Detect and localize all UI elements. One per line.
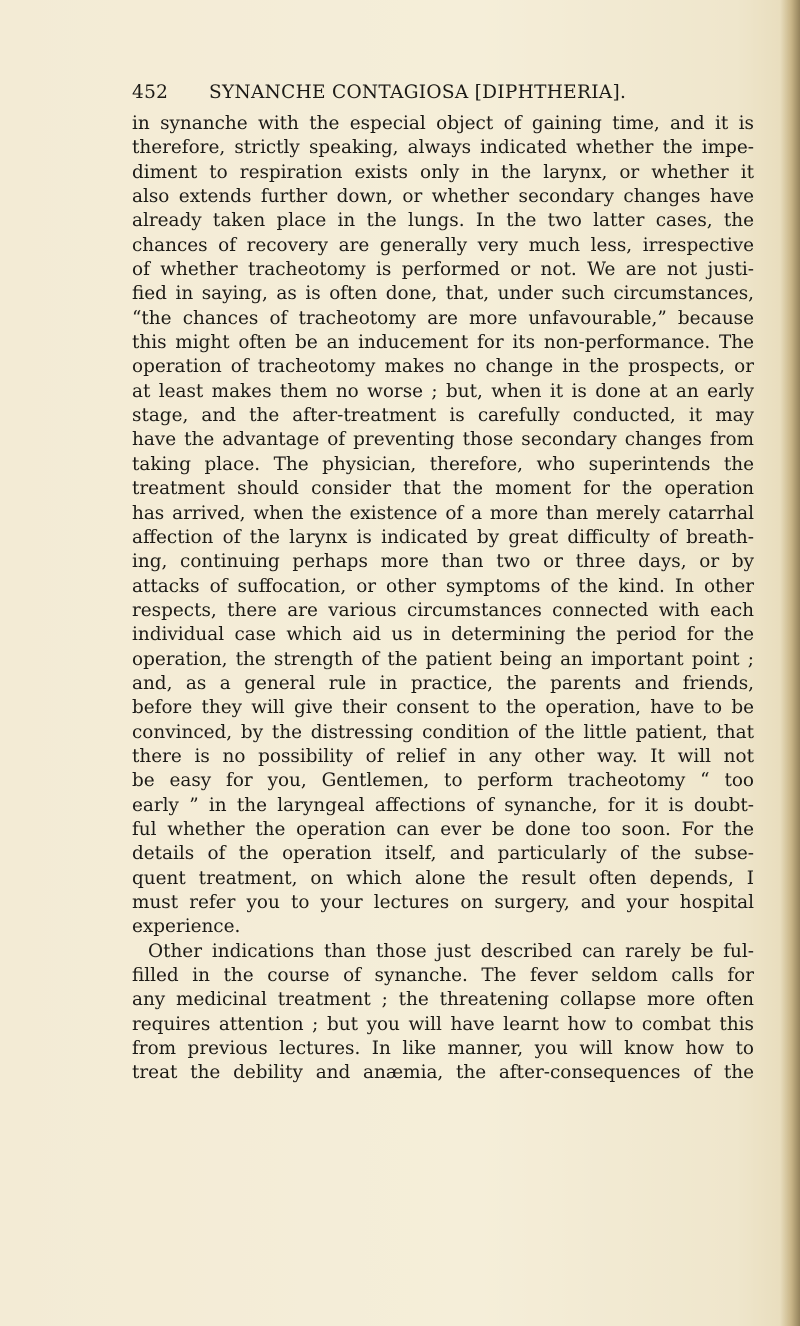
text-line: requires attention ; but you will have learnt how to combat this [132,1013,754,1035]
text-line: treatment should consider that the moment for the operation [132,478,754,500]
text-line: this might often be an inducement for its non-performance. The [132,332,754,354]
text-line: from previous lectures. In like manner, you will know how to [132,1038,754,1060]
running-title: SYNANCHE CONTAGIOSA [DIPHTHERIA]. [209,82,627,103]
text-line: early ” in the laryngeal affections of synanche, for it is doubt- [132,794,754,816]
text-line: be easy for you, Gentlemen, to perform tracheotomy “ too [132,770,754,792]
text-line: fied in saying, as is often done, that, under such circumstances, [132,283,754,305]
page-header [132,82,752,112]
text-line: convinced, by the distressing condition of the little patient, that [132,721,754,743]
text-line: at least makes them no worse ; but, when it is done at an early [132,380,754,402]
text-line: there is no possibility of relief in any other way. It will not [132,745,754,767]
text-line: attacks of suffocation, or other symptoms of the kind. In other [132,575,754,597]
text-line: chances of recovery are generally very much less, irrespective [132,234,754,256]
text-line: affection of the larynx is indicated by great difficulty of breath- [132,526,754,548]
text-line: also extends further down, or whether secondary changes have [132,186,754,208]
text-line: ful whether the operation can ever be done too soon. For the [132,818,754,840]
text-line: filled in the course of synanche. The fever seldom calls for [132,965,754,987]
text-line: operation of tracheotomy makes no change in the prospects, or [132,356,754,378]
text-line: operation, the strength of the patient being an important point ; [132,648,754,670]
text-line: respects, there are various circumstances connected with each [132,599,754,621]
text-line: must refer you to your lectures on surgery, and your hospital [132,892,754,913]
page-edge-shadow [780,0,800,1326]
text-line: details of the operation itself, and particularly of the subse- [132,843,754,865]
text-line: has arrived, when the existence of a more than merely catarrhal [132,502,754,524]
text-line: stage, and the after-treatment is carefully conducted, it may [132,405,754,427]
page-number: 452 [132,82,169,103]
text-line: taking place. The physician, therefore, who superintends the [132,453,754,475]
text-line: of whether tracheotomy is performed or not. We are not justi- [132,259,754,281]
text-line: already taken place in the lungs. In the two latter cases, the [132,210,754,232]
text-line: “the chances of tracheotomy are more unfavourable,” because [132,307,754,329]
text-line: diment to respiration exists only in the larynx, or whether it [132,161,754,183]
body-text [132,112,754,1086]
text-line: ing, continuing perhaps more than two or three days, or by [132,551,754,573]
text-line: and, as a general rule in practice, the parents and friends, [132,672,754,694]
text-line: have the advantage of preventing those secondary changes from [132,429,754,451]
text-line: treat the debility and anæmia, the after-consequences of the [132,1062,754,1084]
text-line: quent treatment, on which alone the result often depends, I [132,867,754,889]
text-line: Other indications than those just described can rarely be ful- [148,940,754,962]
text-line: in synanche with the especial object of gaining time, and it is [132,113,754,134]
text-line: therefore, strictly speaking, always indicated whether the impe- [132,137,754,159]
text-line: experience. [132,916,241,938]
text-line: individual case which aid us in determining the period for the [132,624,754,646]
text-line: any medicinal treatment ; the threatening collapse more often [132,989,754,1011]
text-line: before they will give their consent to the operation, have to be [132,697,754,719]
